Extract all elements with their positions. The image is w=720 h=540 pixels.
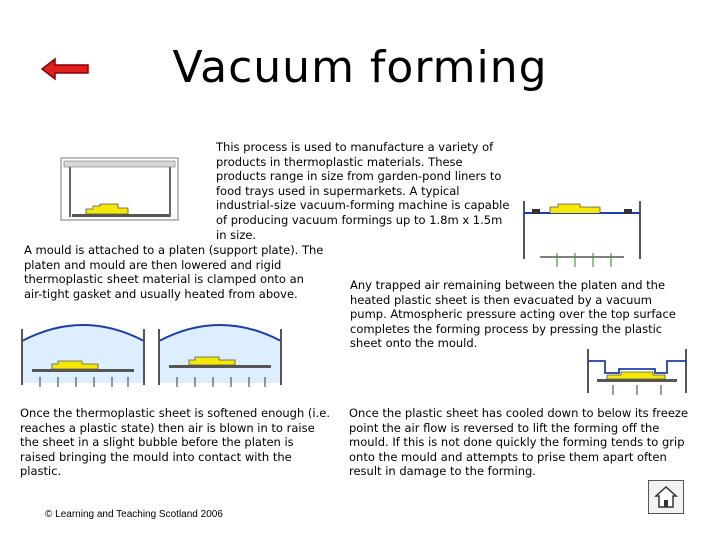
step4-text: Once the plastic sheet has cooled down to below its freeze point the air flow is reversed to lift the forming off the mould. If this is not done quickly the forming tends to grip onto the mould and attempts to prise them apart often result in damage to the forming.	[349, 406, 689, 479]
step1-text: A mould is attached to a platen (support plate). The platen and mould are then lowered and rigid thermoplastic sheet material is clamped onto an air-tight gasket and usually heated from above.	[24, 243, 324, 301]
step3-diagram	[520, 195, 645, 273]
step2-diagram-a	[18, 315, 148, 390]
intro-text: This process is used to manufacture a variety of products in thermoplastic materials. These products range in size from garden-pond liners to food trays used in supermarkets. A typical industrial-size vacuum-forming machine is capable of producing vacuum formings up to 1.8m x 1.5m in size.	[216, 140, 510, 242]
step3-text: Any trapped air remaining between the platen and the heated plastic sheet is then evacuated by a vacuum pump. Atmospheric pressure acting over the top surface completes the forming process by pressing the plastic sheet onto the mould.	[350, 278, 676, 351]
home-icon	[654, 485, 678, 509]
page-title: Vacuum forming	[172, 42, 548, 93]
home-button[interactable]	[648, 480, 684, 514]
step2-diagram-b	[155, 315, 285, 390]
intro-diagram	[60, 155, 180, 225]
step2-text: Once the thermoplastic sheet is softened enough (i.e. reaches a plastic state) then air is blown in to raise the sheet in a slight bubble before the platen is raised bringing the mould into contact with the plastic.	[20, 406, 330, 479]
copyright-footer: © Learning and Teaching Scotland 2006	[45, 509, 223, 520]
step4-diagram	[585, 345, 690, 400]
